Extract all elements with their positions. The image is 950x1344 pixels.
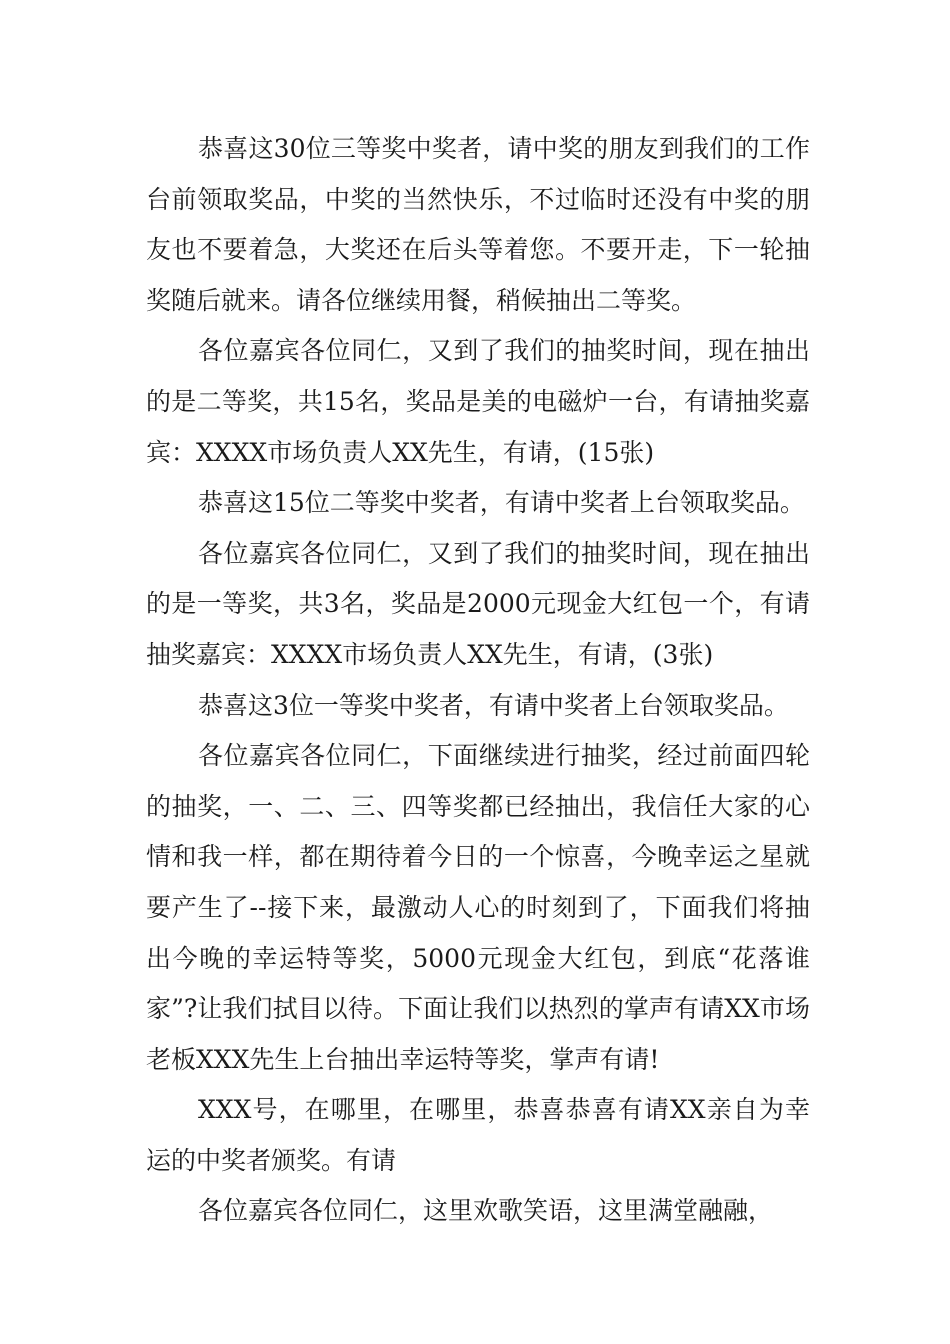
- paragraph-4: 各位嘉宾各位同仁，又到了我们的抽奖时间，现在抽出的是一等奖，共3名，奖品是2000元现金大红包一个，有请抽奖嘉宾：XXXX市场负责人XX先生，有请，(3张): [146, 538, 810, 669]
- document-body: [146, 124, 810, 1237]
- paragraph-6: 各位嘉宾各位同仁，下面继续进行抽奖，经过前面四轮的抽奖，一、二、三、四等奖都已经抽出，我信任大家的心情和我一样，都在期待着今日的一个惊喜，今晚幸运之星就要产生了--接下来，最激动人心的时刻到了，下面我们将抽出今晚的幸运特等奖，5000元现金大红包，到底“花落谁家”?让我们拭目以待。下面让我们以热烈的掌声有请XX市场老板XXX先生上台抽出幸运特等奖，掌声有请!: [146, 741, 810, 1074]
- paragraph-5: 恭喜这3位一等奖中奖者，有请中奖者上台领取奖品。: [198, 690, 789, 720]
- paragraph-1: 恭喜这30位三等奖中奖者，请中奖的朋友到我们的工作台前领取奖品，中奖的当然快乐，不过临时还没有中奖的朋友也不要着急，大奖还在后头等着您。不要开走，下一轮抽奖随后就来。请各位继续用餐，稍候抽出二等奖。: [146, 134, 810, 315]
- paragraph-8: 各位嘉宾各位同仁，这里欢歌笑语，这里满堂融融，: [198, 1196, 774, 1226]
- paragraph-7: XXX号，在哪里，在哪里，恭喜恭喜有请XX亲自为幸运的中奖者颁奖。有请: [146, 1095, 810, 1175]
- paragraph-2: 各位嘉宾各位同仁，又到了我们的抽奖时间，现在抽出的是二等奖，共15名，奖品是美的电磁炉一台，有请抽奖嘉宾：XXXX市场负责人XX先生，有请，(15张): [146, 336, 810, 467]
- paragraph-3: 恭喜这15位二等奖中奖者，有请中奖者上台领取奖品。: [198, 488, 805, 518]
